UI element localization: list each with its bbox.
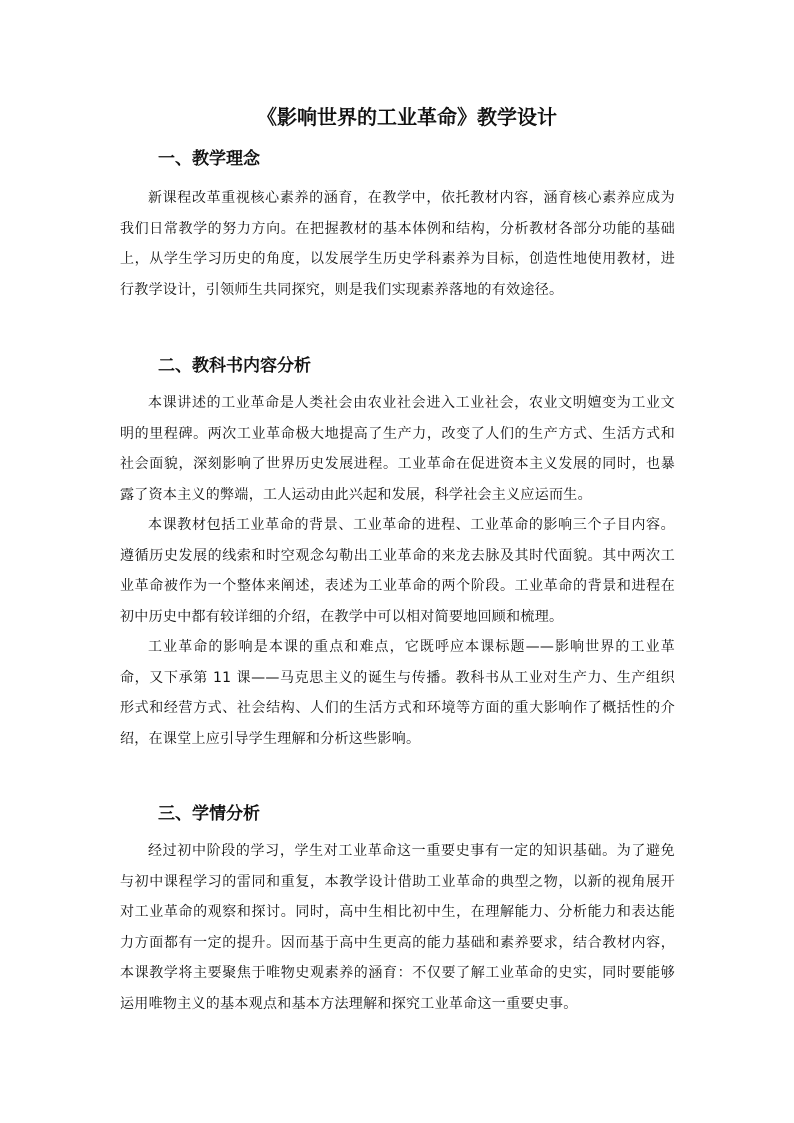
paragraph: 新课程改革重视核心素养的涵育，在教学中，依托教材内容，涵育核心素养应成为我们日常教学的努力方向。在把握教材的基本体例和结构，分析教材各部分功能的基础上，从学生学习历史的角度，以发展学生历史学科素养为目标，创造性地使用教材，进行教学设计，引领师生共同探究，则是我们实现素养落地的有效途径。	[120, 190, 675, 298]
paragraph: 本课讲述的工业革命是人类社会由农业社会进入工业社会，农业文明嬗变为工业文明的里程碑。两次工业革命极大地提高了生产力，改变了人们的生产方式、生活方式和社会面貌，深刻影响了世界历史发展进程。工业革命在促进资本主义发展的同时，也暴露了资本主义的弊端，工人运动由此兴起和发展，科学社会主义应运而生。	[120, 395, 675, 503]
paragraph: 本课教材包括工业革命的背景、工业革命的进程、工业革命的影响三个子目内容。遵循历史发展的线索和时空观念勾勒出工业革命的来龙去脉及其时代面貌。其中两次工业革命被作为一个整体来阐述，表述为工业革命的两个阶段。工业革命的背景和进程在初中历史中都有较详细的介绍，在教学中可以相对简要地回顾和梳理。	[120, 517, 675, 625]
section-heading: 一、教学理念	[158, 149, 260, 169]
section-textbook-analysis	[120, 351, 675, 754]
section-heading: 三、学情分析	[158, 804, 260, 824]
paragraph: 工业革命的影响是本课的重点和难点，它既呼应本课标题——影响世界的工业革命，又下承第 11 课——马克思主义的诞生与传播。教科书从工业对生产力、生产组织形式和经营方式、社会结构、人们的生活方式和环境等方面的重大影响作了概括性的介绍，在课堂上应引导学生理解和分析这些影响。	[120, 639, 675, 747]
section-heading: 二、教科书内容分析	[158, 356, 311, 376]
section-student-analysis	[120, 799, 675, 1019]
document-title: 《影响世界的工业革命》教学设计	[257, 105, 557, 129]
section-teaching-philosophy	[120, 144, 675, 305]
paragraph: 经过初中阶段的学习，学生对工业革命这一重要史事有一定的知识基础。为了避免与初中课程学习的雷同和重复，本教学设计借助工业革命的典型之物，以新的视角展开对工业革命的观察和探讨。同时，高中生相比初中生，在理解能力、分析能力和表达能力方面都有一定的提升。因而基于高中生更高的能力基础和素养要求，结合教材内容，本课教学将主要聚焦于唯物史观素养的涵育：不仅要了解工业革命的史实，同时要能够运用唯物主义的基本观点和基本方法理解和探究工业革命这一重要史事。	[120, 843, 675, 1012]
